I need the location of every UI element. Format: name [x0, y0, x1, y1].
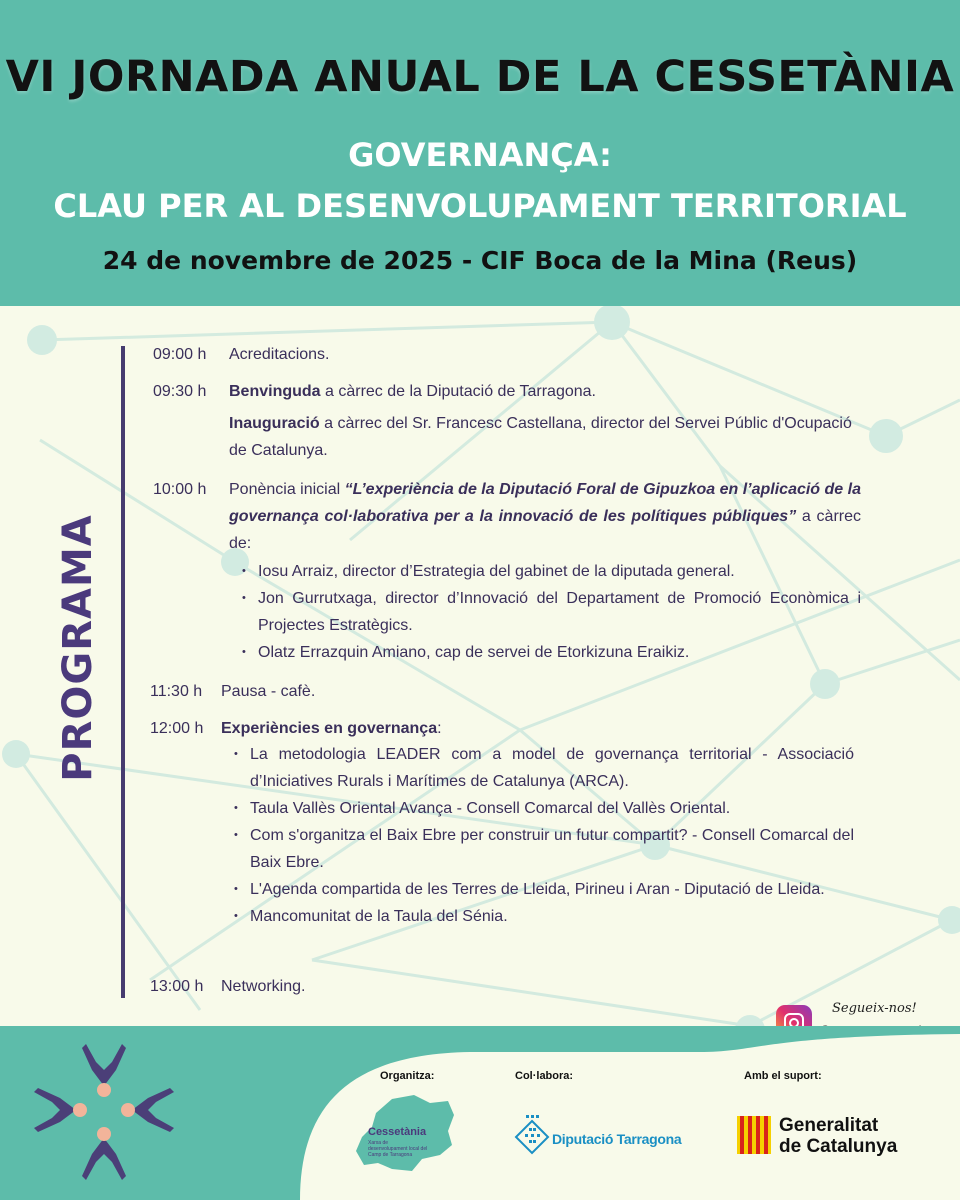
- organitza-label: Organitza:: [380, 1070, 435, 1082]
- generalitat-line1: Generalitat: [779, 1115, 879, 1136]
- ponencia-suffix: a càrrec de:: [229, 508, 861, 552]
- inauguracio-label: Inauguració: [229, 415, 320, 432]
- diputacio-crest-icon: [514, 1115, 550, 1155]
- event-subtitle-line2: CLAU PER AL DESENVOLUPAMENT TERRITORIAL: [53, 187, 907, 225]
- time-1300: 13:00 h: [150, 978, 204, 995]
- list-item: • Taula Vallès Oriental Avança - Consell Comarcal del Vallès Oriental.: [230, 795, 854, 822]
- event-title: VI JORNADA ANUAL DE LA CESSETÀNIA: [5, 52, 955, 102]
- benvinguda-text: a càrrec de la Diputació de Tarragona.: [320, 383, 596, 400]
- people-circle-emblem: [30, 1040, 178, 1184]
- generalitat-line2: de Catalunya: [779, 1136, 898, 1157]
- collabora-label: Col·labora:: [515, 1070, 574, 1082]
- list-item: • La metodologia LEADER com a model de governança territorial - Associació d’Iniciatives Rurals i Marítimes de Catalunya (ARCA).: [230, 741, 854, 795]
- time-1130: 11:30 h: [150, 683, 203, 700]
- ponencia-title: “L’experiència de la Diputació Foral de Gipuzkoa en l’aplicació de la governança col·laborativa per a la innovació de les polítiques públiques”: [229, 481, 862, 525]
- list-item: • Olatz Errazquin Amiano, cap de servei de Etorkizuna Eraikiz.: [238, 639, 861, 666]
- inauguracio-text: a càrrec del Sr. Francesc Castellana, director del Servei Públic d'Ocupació de Catalunya.: [229, 415, 852, 459]
- list-item: • Jon Gurrutxaga, director d’Innovació del Departament de Promoció Econòmica i Projectes Estratègics.: [238, 585, 861, 639]
- item-pausa: Pausa - cafè.: [221, 683, 316, 700]
- benvinguda-label: Benvinguda: [229, 383, 321, 400]
- follow-us-text: Segueix-nos!: [832, 1001, 917, 1016]
- item-networking: Networking.: [221, 978, 306, 995]
- time-1000: 10:00 h: [153, 481, 207, 498]
- ponents-list: [238, 558, 861, 666]
- list-item: • Com s'organitza el Baix Ebre per construir un futur compartit? - Consell Comarcal del Baix Ebre.: [230, 822, 854, 876]
- list-item: • Iosu Arraiz, director d’Estrategia del gabinet de la diputada general.: [238, 558, 861, 585]
- item-experiencies: [221, 715, 442, 742]
- diputacio-logo-text: Diputació Tarragona: [552, 1131, 682, 1147]
- item-acreditacions: Acreditacions.: [229, 346, 330, 363]
- ponencia-prefix: Ponència inicial: [229, 481, 345, 498]
- experiencies-list: [230, 741, 854, 930]
- list-item: • L'Agenda compartida de les Terres de Lleida, Pirineu i Aran - Diputació de Lleida.: [230, 876, 854, 903]
- experiencies-colon: :: [437, 720, 442, 737]
- item-benvinguda: [229, 378, 869, 405]
- event-subtitle-line1: GOVERNANÇA:: [348, 136, 612, 174]
- list-item: • Mancomunitat de la Taula del Sénia.: [230, 903, 854, 930]
- time-0930: 09:30 h: [153, 383, 207, 400]
- cessetania-logo-name: Cessetània: [368, 1126, 427, 1138]
- generalitat-flag-icon: [737, 1116, 771, 1154]
- time-0900: 09:00 h: [153, 346, 207, 363]
- item-ponencia: [229, 476, 861, 557]
- programa-side-label: PROGRAMA: [55, 514, 101, 782]
- event-date-location: 24 de novembre de 2025 - CIF Boca de la Mina (Reus): [102, 246, 858, 275]
- experiencies-label: Experiències en governança: [221, 720, 438, 737]
- suport-label: Amb el suport:: [744, 1070, 822, 1082]
- item-inauguracio: [229, 410, 869, 464]
- cessetania-logo: [352, 1093, 457, 1175]
- time-1200: 12:00 h: [150, 720, 204, 737]
- cessetania-logo-sub: Xarxa de desenvolupament local del Camp de Tarragona: [368, 1140, 428, 1158]
